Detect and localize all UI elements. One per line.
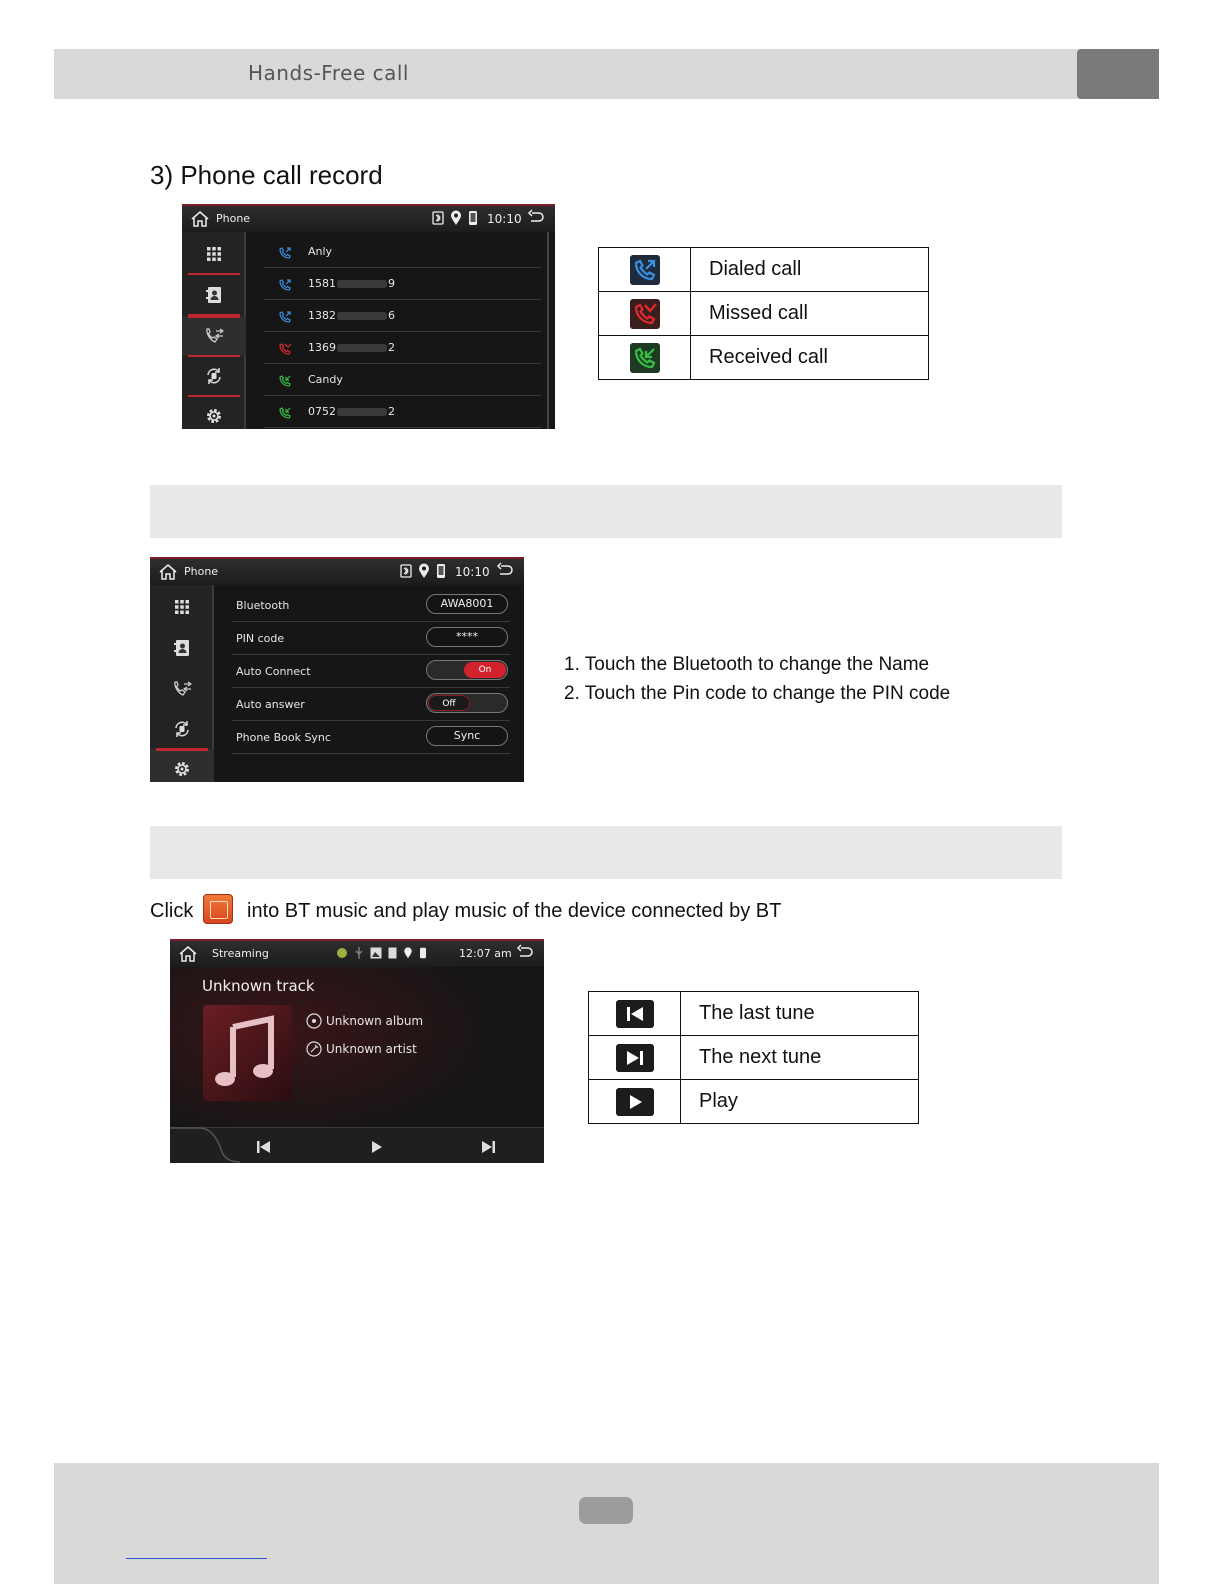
status-bar (170, 941, 544, 967)
bt-music-app-icon[interactable] (203, 894, 233, 924)
call-number-prefix: 1382 (308, 309, 336, 322)
received-call-icon (278, 374, 292, 388)
artist-name: Unknown artist (326, 1042, 417, 1056)
status-time: 10:10 (487, 212, 522, 226)
sync-button[interactable]: Sync (426, 726, 508, 746)
call-row[interactable] (264, 268, 541, 300)
received-call-icon (630, 343, 660, 373)
side-menu (150, 585, 214, 782)
status-time: 10:10 (455, 565, 490, 579)
location-icon (403, 947, 413, 959)
streaming-screen (170, 939, 544, 1163)
scrollbar[interactable] (547, 232, 549, 429)
artist-line (306, 1041, 417, 1057)
header-title: Hands-Free call (248, 61, 409, 85)
instruction-2: 2. Touch the Pin code to change the PIN code (564, 683, 951, 704)
toggle-state: On (464, 662, 506, 678)
previous-track-icon[interactable] (256, 1140, 272, 1154)
back-icon[interactable] (516, 944, 534, 962)
settings-label: Phone Book Sync (236, 731, 331, 744)
side-item-contacts[interactable] (150, 628, 214, 668)
settings-row-auto-answer[interactable] (232, 688, 510, 721)
call-row[interactable] (264, 300, 541, 332)
call-name: Anly (308, 245, 333, 258)
side-item-contacts[interactable] (182, 275, 246, 315)
settings-label: Auto answer (236, 698, 305, 711)
section-title: 3) Phone call record (150, 160, 383, 190)
gear-icon (173, 760, 191, 778)
album-art (203, 1005, 292, 1101)
section-band (150, 826, 1062, 879)
footer-link-underline[interactable] (126, 1558, 267, 1559)
bt-music-description: into BT music and play music of the device connected by BT (247, 900, 782, 922)
phone-status-icon (468, 210, 478, 226)
call-number-prefix: 1369 (308, 341, 336, 354)
phone-settings-screen (150, 557, 524, 782)
dialed-call-icon (278, 310, 292, 324)
legend-label: Play (681, 1080, 919, 1124)
sd-card-icon (388, 947, 397, 959)
call-log-icon (204, 327, 224, 345)
back-icon[interactable] (496, 562, 514, 580)
app-label: Streaming (212, 947, 269, 960)
call-row[interactable] (264, 236, 541, 268)
phone-call-record-screen (182, 204, 555, 429)
redacted-digits (337, 408, 387, 416)
dialed-call-icon (278, 246, 292, 260)
back-icon[interactable] (527, 209, 545, 227)
contacts-icon (173, 639, 191, 657)
settings-label: Auto Connect (236, 665, 311, 678)
call-legend-table (598, 247, 929, 380)
settings-label: PIN code (236, 632, 285, 645)
side-item-settings[interactable] (150, 749, 214, 782)
header-tab (1077, 49, 1159, 99)
legend-row (599, 292, 929, 336)
location-icon (418, 563, 430, 579)
sync-icon (173, 720, 191, 738)
home-icon[interactable] (190, 210, 210, 228)
settings-row-auto-connect[interactable] (232, 655, 510, 688)
control-bar-curve (170, 1122, 240, 1163)
play-icon[interactable] (370, 1140, 384, 1154)
legend-label: The last tune (681, 992, 919, 1036)
bluetooth-status-icon (400, 563, 412, 579)
call-number-prefix: 1581 (308, 277, 336, 290)
phone-status-icon (419, 947, 427, 959)
call-number-suffix: 2 (388, 405, 395, 418)
call-row[interactable] (264, 364, 541, 396)
dialed-call-icon (630, 255, 660, 285)
section-band (150, 485, 1062, 538)
status-icons (400, 563, 446, 579)
call-name: Candy (308, 373, 343, 386)
app-label: Phone (184, 565, 219, 578)
legend-label: Missed call (691, 292, 929, 336)
side-item-call-log[interactable] (182, 316, 246, 356)
legend-row (599, 336, 929, 380)
location-icon (450, 210, 462, 226)
legend-row (589, 1036, 919, 1080)
header-bar (54, 49, 1159, 99)
legend-row (589, 992, 919, 1036)
next-track-icon (616, 1044, 654, 1072)
music-legend-table (588, 991, 919, 1124)
legend-label: The next tune (681, 1036, 919, 1080)
status-icons (336, 947, 427, 959)
side-item-call-log[interactable] (150, 669, 214, 709)
gear-icon (205, 407, 223, 425)
pin-code-field[interactable]: **** (426, 627, 508, 647)
missed-call-icon (630, 299, 660, 329)
album-icon (306, 1013, 322, 1029)
status-bar (182, 206, 555, 232)
bluetooth-status-icon (432, 210, 444, 226)
status-icons (432, 210, 478, 226)
auto-connect-toggle[interactable] (426, 660, 508, 680)
side-item-dialpad[interactable] (150, 587, 214, 627)
side-item-sync[interactable] (182, 356, 246, 396)
legend-row (599, 248, 929, 292)
redacted-digits (337, 344, 387, 352)
call-number-suffix: 2 (388, 341, 395, 354)
settings-row-bluetooth[interactable] (232, 589, 510, 622)
home-icon[interactable] (158, 563, 178, 581)
side-item-settings[interactable] (182, 396, 246, 429)
toggle-state: Off (428, 695, 470, 711)
legend-label: Dialed call (691, 248, 929, 292)
settings-label: Bluetooth (236, 599, 290, 612)
artist-icon (306, 1041, 322, 1057)
side-menu (182, 232, 246, 429)
instruction-1: 1. Touch the Bluetooth to change the Name (564, 654, 930, 675)
missed-call-icon (278, 342, 292, 356)
side-item-dialpad[interactable] (182, 234, 246, 274)
side-item-sync[interactable] (150, 709, 214, 749)
auto-answer-toggle[interactable] (426, 693, 508, 713)
image-icon (370, 947, 382, 959)
call-number-suffix: 6 (388, 309, 395, 322)
play-icon (616, 1088, 654, 1116)
sync-icon (205, 367, 223, 385)
home-icon[interactable] (178, 945, 198, 963)
previous-track-icon (616, 1000, 654, 1028)
page-number-pill (579, 1497, 633, 1524)
received-call-icon (278, 406, 292, 420)
status-bar (150, 559, 524, 585)
android-icon (336, 947, 348, 959)
click-word: Click (150, 900, 194, 922)
call-row[interactable] (264, 332, 541, 364)
redacted-digits (337, 280, 387, 288)
settings-row-phonebook-sync[interactable] (232, 721, 510, 754)
legend-row (589, 1080, 919, 1124)
contacts-icon (205, 286, 223, 304)
album-name: Unknown album (326, 1014, 424, 1028)
dialpad-icon (206, 246, 222, 262)
next-track-icon[interactable] (480, 1140, 496, 1154)
usb-icon (354, 947, 364, 959)
settings-row-pin[interactable] (232, 622, 510, 655)
redacted-digits (337, 312, 387, 320)
call-number-prefix: 0752 (308, 405, 336, 418)
call-number-suffix: 9 (388, 277, 395, 290)
dialed-call-icon (278, 278, 292, 292)
status-time: 12:07 am (459, 947, 512, 960)
legend-label: Received call (691, 336, 929, 380)
music-note-icon (203, 1005, 292, 1101)
playback-controls (170, 1127, 544, 1163)
track-title: Unknown track (202, 977, 315, 995)
call-row[interactable] (264, 396, 541, 428)
phone-status-icon (436, 563, 446, 579)
dialpad-icon (174, 599, 190, 615)
bluetooth-name-field[interactable]: AWA8001 (426, 594, 508, 614)
app-label: Phone (216, 212, 251, 225)
call-log-icon (172, 680, 192, 698)
bt-music-instruction (150, 900, 193, 923)
album-line (306, 1013, 423, 1029)
